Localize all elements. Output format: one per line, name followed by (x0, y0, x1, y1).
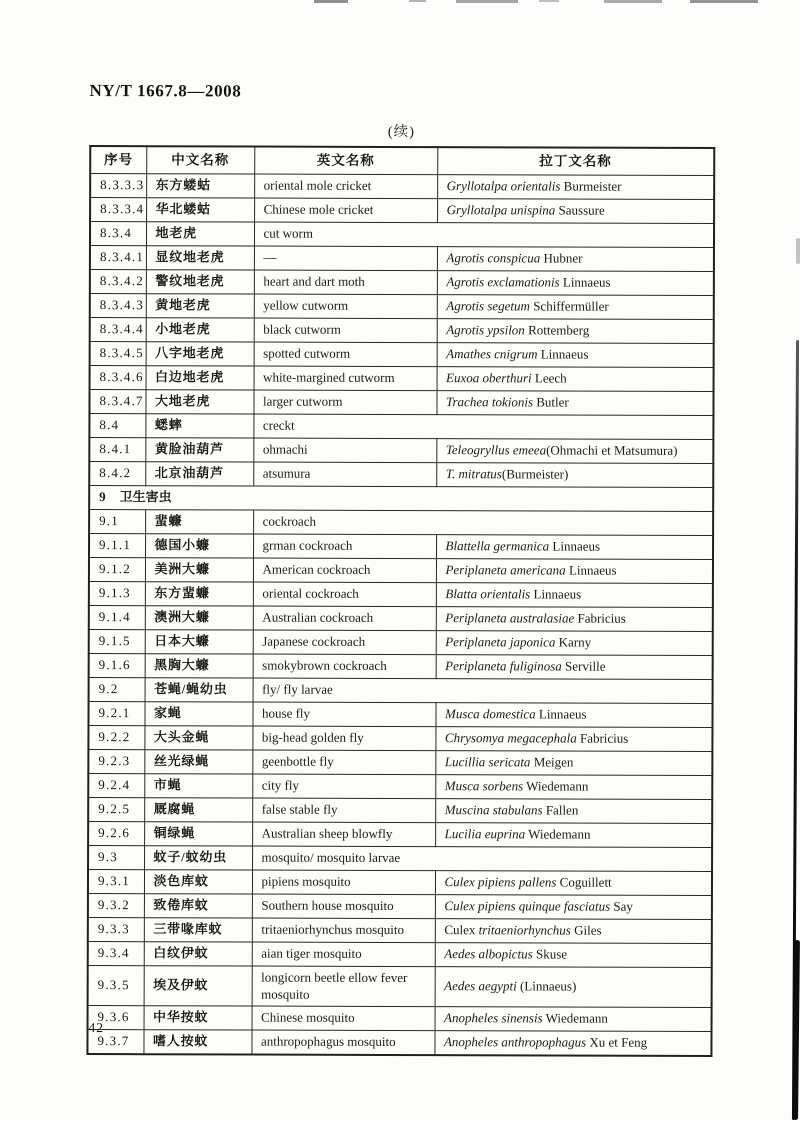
cell-latin-name (436, 559, 713, 584)
cell-chinese-name: 东方蜚蠊 (145, 582, 253, 606)
cell-english-name: Chinese mole cricket (254, 198, 437, 223)
latin-author-text: Butler (533, 395, 569, 410)
table-row (90, 342, 714, 368)
latin-author-text: Say (610, 899, 633, 914)
latin-species-italic: Muscina stabulans (445, 803, 543, 818)
cell-chinese-name: 日本大蠊 (145, 630, 253, 654)
latin-species-italic: Lucilia euprina (445, 827, 526, 842)
latin-author-text: (Burmeister) (502, 467, 568, 482)
cell-english-name: cut worm (254, 222, 714, 247)
cell-latin-name (436, 607, 713, 632)
cell-english-name: Australian sheep blowfly (252, 822, 435, 847)
cell-latin-name (435, 1007, 712, 1032)
cell-latin-name (437, 271, 714, 296)
latin-species-italic: tritaeniorhynchus (479, 923, 571, 938)
column-header-3: 拉丁文名称 (437, 147, 714, 175)
cell-latin-name (435, 967, 712, 1008)
cell-chinese-name: 三带喙库蚊 (144, 918, 252, 942)
section-row-cell (89, 486, 713, 512)
latin-author-text: Fallen (543, 803, 579, 818)
cell-latin-name (436, 655, 713, 680)
cell-english-name: city fly (252, 774, 435, 799)
cell-english-name: house fly (252, 702, 435, 727)
cell-number: 8.3.3.4 (90, 198, 146, 222)
cell-number: 9.2 (89, 678, 145, 702)
cell-latin-name (435, 751, 712, 776)
table-row (88, 846, 712, 872)
cell-latin-name (435, 871, 712, 896)
cell-chinese-name: 蜚蠊 (145, 510, 253, 534)
latin-species-italic: Periplaneta japonica (445, 635, 555, 650)
cell-english-name: fly/ fly larvae (253, 678, 713, 703)
cell-english-name: big-head golden fly (252, 726, 435, 751)
cell-chinese-name: 德国小蠊 (145, 534, 253, 558)
cell-english-name: pipiens mosquito (252, 870, 435, 895)
latin-author-text: Skuse (533, 947, 567, 962)
cell-latin-name (436, 391, 713, 416)
cell-latin-name (436, 631, 713, 656)
cell-english-name: aian tiger mosquito (252, 942, 435, 967)
cell-english-name: Chinese mosquito (252, 1006, 435, 1031)
cell-number: 8.3.4.4 (90, 318, 146, 342)
cell-english-name: larger cutworm (253, 390, 436, 415)
table-row (88, 750, 712, 776)
cell-number: 9.2.5 (88, 798, 144, 822)
table-row (88, 798, 712, 824)
cell-chinese-name: 埃及伊蚊 (144, 966, 252, 1006)
cell-english-name: black cutworm (254, 318, 437, 343)
latin-species-italic: Periplaneta americana (445, 563, 565, 578)
cell-english-name: smokybrown cockroach (253, 654, 436, 679)
latin-author-text: Xu et Feng (586, 1035, 647, 1050)
cell-chinese-name: 警纹地老虎 (146, 270, 254, 294)
cell-chinese-name: 苍蝇/蝇幼虫 (145, 678, 253, 702)
table-row (88, 966, 712, 1008)
cell-english-name: ohmachi (253, 438, 436, 463)
table-row (88, 870, 712, 896)
table-row (88, 822, 712, 848)
latin-author-text: Linnaeus (530, 587, 581, 602)
cell-latin-name (437, 367, 714, 392)
cell-number: 8.4.2 (89, 462, 145, 486)
cell-english-name: Australian cockroach (253, 606, 436, 631)
cell-number: 8.3.4.6 (90, 366, 146, 390)
cell-number: 8.4.1 (89, 438, 145, 462)
table-row (90, 270, 714, 296)
table-row (88, 774, 712, 800)
cell-chinese-name: 东方蝼蛄 (146, 174, 254, 198)
latin-species-italic: Anopheles anthropophagus (444, 1035, 586, 1050)
table-row (90, 366, 714, 392)
latin-species-italic: Lucillia sericata (445, 755, 531, 770)
latin-species-italic: Culex pipiens pallens (444, 875, 556, 890)
latin-author-text: Linnaeus (536, 707, 587, 722)
cell-number: 9.1.2 (89, 558, 145, 582)
cell-number: 9.3.6 (88, 1006, 144, 1030)
cell-english-name: Southern house mosquito (252, 894, 435, 919)
cell-latin-name (436, 463, 713, 488)
cell-latin-name (437, 199, 714, 224)
latin-species-italic: Trachea tokionis (446, 395, 533, 410)
header-row (90, 146, 714, 175)
latin-author-text: Wiedemann (525, 827, 590, 842)
cell-english-name: geenbottle fly (252, 750, 435, 775)
cell-latin-name (437, 295, 714, 320)
latin-species-italic: Periplaneta australasiae (445, 611, 574, 626)
latin-author-text: Leech (532, 371, 567, 386)
table-row (89, 486, 713, 512)
cell-latin-name (437, 343, 714, 368)
latin-species-italic: Euxoa oberthuri (446, 371, 532, 386)
latin-author-text: Rottemberg (525, 323, 589, 338)
cell-english-name: heart and dart moth (254, 270, 437, 295)
table-row (90, 174, 714, 200)
latin-species-italic: Musca domestica (445, 707, 536, 722)
cell-number: 9.2.2 (88, 726, 144, 750)
cell-latin-name (435, 775, 712, 800)
latin-species-italic: Agrotis exclamationis (446, 275, 559, 290)
cell-chinese-name: 铜绿蝇 (144, 822, 252, 846)
table-row (89, 558, 713, 584)
cell-chinese-name: 美洲大蠊 (145, 558, 253, 582)
column-header-1: 中文名称 (146, 146, 254, 174)
latin-author-text: Meigen (530, 755, 573, 770)
latin-species-italic: Culex pipiens quinque fasciatus (444, 899, 610, 915)
scan-artifact-top-4 (539, 0, 559, 2)
section-number: 9 (99, 489, 106, 504)
scan-artifact-top-6 (690, 0, 758, 3)
latin-author-text: Linnaeus (560, 275, 611, 290)
cell-number: 9.1.3 (89, 582, 145, 606)
cell-latin-name (435, 727, 712, 752)
scan-artifact-top-2 (409, 0, 426, 2)
cell-chinese-name: 家蝇 (144, 702, 252, 726)
cell-english-name: yellow cutworm (254, 294, 437, 319)
latin-author-text: Fabricius (577, 731, 629, 746)
latin-species-italic: Periplaneta fuliginosa (445, 659, 562, 674)
latin-species-italic: Teleogryllus emeea (446, 443, 546, 458)
table-row (88, 894, 712, 920)
cell-latin-name (437, 319, 714, 344)
scan-artifact-top-3 (456, 0, 518, 3)
cell-number: 9.3.1 (88, 870, 144, 894)
column-header-0: 序号 (90, 146, 146, 174)
table-row (89, 582, 713, 608)
latin-author-text: Karny (555, 635, 591, 650)
latin-author-text: Culex (444, 923, 478, 938)
cell-number: 9.3.3 (88, 918, 144, 942)
table-row (89, 510, 713, 536)
latin-species-italic: Gryllotalpa unispina (447, 203, 556, 218)
cell-chinese-name: 市蝇 (144, 774, 252, 798)
table-row (90, 318, 714, 344)
cell-english-name: longicorn beetle ellow fever mosquito (252, 966, 435, 1007)
table-row (89, 630, 713, 656)
latin-author-text: Giles (571, 923, 602, 938)
cell-latin-name (437, 175, 714, 200)
cell-number: 9.3.2 (88, 894, 144, 918)
cell-english-name: atsumura (253, 462, 436, 487)
cell-number: 9.2.4 (88, 774, 144, 798)
cell-chinese-name: 厩腐蝇 (144, 798, 252, 822)
cell-chinese-name: 显纹地老虎 (146, 246, 254, 270)
table-row (89, 654, 713, 680)
cell-chinese-name: 黄地老虎 (146, 294, 254, 318)
cell-chinese-name: 大头金蝇 (144, 726, 252, 750)
latin-author-text: Wiedemann (523, 779, 588, 794)
cell-chinese-name: 黄脸油葫芦 (145, 438, 253, 462)
cell-number: 9.2.6 (88, 822, 144, 846)
table-row (90, 294, 714, 320)
latin-species-italic: Blatta orientalis (445, 587, 530, 602)
latin-species-italic: Musca sorbens (445, 779, 523, 794)
cell-number: 9.3.7 (87, 1030, 143, 1055)
table-row (88, 1006, 712, 1032)
latin-species-italic: Anopheles sinensis (444, 1011, 543, 1026)
cell-number: 8.3.4.1 (90, 246, 146, 270)
latin-author-text: Wiedemann (543, 1011, 608, 1026)
page-number: 42 (89, 1020, 105, 1036)
latin-species-italic: Agrotis segetum (446, 299, 530, 314)
table-row (88, 918, 712, 944)
cell-number: 9.2.1 (88, 702, 144, 726)
cell-english-name: cockroach (253, 510, 713, 535)
cell-number: 9.1 (89, 510, 145, 534)
cell-number: 9.2.3 (88, 750, 144, 774)
table-row (89, 438, 713, 464)
cell-latin-name (436, 583, 713, 608)
cell-number: 9.3.4 (88, 942, 144, 966)
cell-chinese-name: 蚊子/蚊幼虫 (144, 846, 252, 870)
section-label: 卫生害虫 (120, 489, 172, 504)
table-row (87, 1030, 711, 1056)
table-row (88, 942, 712, 968)
cell-english-name: mosquito/ mosquito larvae (252, 846, 712, 871)
cell-english-name: tritaeniorhynchus mosquito (252, 918, 435, 943)
cell-english-name: white-margined cutworm (254, 366, 437, 391)
cell-chinese-name: 澳洲大蠊 (145, 606, 253, 630)
latin-author-text: Burmeister (560, 179, 621, 194)
cell-chinese-name: 北京油葫芦 (145, 462, 253, 486)
latin-author-text: Coguillett (556, 875, 611, 890)
cell-number: 9.1.6 (89, 654, 145, 678)
cell-latin-name (435, 943, 712, 968)
latin-author-text: Linnaeus (566, 563, 617, 578)
table-row (90, 222, 714, 248)
continued-marker: (续) (89, 119, 713, 142)
cell-chinese-name: 蟋蟀 (145, 414, 253, 438)
cell-chinese-name: 嗜人按蚊 (143, 1030, 251, 1055)
cell-english-name: false stable fly (252, 798, 435, 823)
cell-number: 9.3.5 (88, 966, 144, 1006)
cell-latin-name (435, 703, 712, 728)
latin-author-text: (Ohmachi et Matsumura) (546, 443, 677, 458)
scan-artifact-top-5 (604, 0, 662, 3)
scan-artifact-right-smudge (796, 238, 800, 264)
table-row (89, 390, 713, 416)
latin-species-italic: Agrotis conspicua (446, 251, 540, 266)
cell-latin-name (436, 535, 713, 560)
cell-number: 8.4 (89, 414, 145, 438)
table-row (89, 678, 713, 704)
cell-chinese-name: 中华按蚊 (144, 1006, 252, 1030)
latin-author-text: Fabricius (574, 611, 626, 626)
cell-chinese-name: 地老虎 (146, 222, 254, 246)
cell-number: 8.3.3.3 (90, 174, 146, 198)
table-header (90, 146, 714, 175)
cell-chinese-name: 华北蝼蛄 (146, 198, 254, 222)
latin-species-italic: Aedes albopictus (444, 947, 533, 962)
scan-artifact-right-edge-bottom (793, 940, 800, 1120)
cell-chinese-name: 丝光绿蝇 (144, 750, 252, 774)
cell-number: 9.1.5 (89, 630, 145, 654)
cell-chinese-name: 八字地老虎 (146, 342, 254, 366)
latin-author-text: Linnaeus (537, 347, 588, 362)
scan-artifact-top-1 (314, 0, 348, 3)
latin-species-italic: Agrotis ypsilon (446, 323, 525, 338)
cell-number: 8.3.4.3 (90, 294, 146, 318)
latin-author-text: (Linnaeus) (517, 979, 577, 994)
latin-author-text: Hubner (540, 251, 582, 266)
latin-species-italic: Chrysomya megacephala (445, 731, 577, 746)
table-row (88, 702, 712, 728)
latin-author-text: Saussure (555, 203, 605, 218)
species-table (86, 145, 715, 1057)
cell-english-name: spotted cutworm (254, 342, 437, 367)
cell-number: 8.3.4.7 (89, 390, 145, 414)
cell-english-name: anthropophagus mosquito (251, 1030, 434, 1055)
table-row (89, 462, 713, 488)
cell-latin-name (435, 895, 712, 920)
cell-chinese-name: 白边地老虎 (146, 366, 254, 390)
cell-chinese-name: 致倦库蚊 (144, 894, 252, 918)
document-code: NY/T 1667.8—2008 (89, 81, 241, 101)
latin-species-italic: Amathes cnigrum (446, 347, 537, 362)
latin-author-text: Linnaeus (549, 539, 600, 554)
cell-latin-name (437, 247, 714, 272)
column-header-2: 英文名称 (254, 147, 437, 175)
cell-latin-name (435, 919, 712, 944)
cell-english-name: American cockroach (253, 558, 436, 583)
cell-english-name: oriental cockroach (253, 582, 436, 607)
cell-chinese-name: 黑胸大蠊 (145, 654, 253, 678)
cell-latin-name (435, 799, 712, 824)
table-row (89, 414, 713, 440)
latin-author-text: Serville (562, 659, 606, 674)
cell-number: 8.3.4.5 (90, 342, 146, 366)
cell-chinese-name: 白纹伊蚊 (144, 942, 252, 966)
cell-english-name: oriental mole cricket (254, 174, 437, 199)
cell-number: 9.3 (88, 846, 144, 870)
cell-latin-name (434, 1031, 711, 1056)
latin-species-italic: Blattella germanica (446, 539, 550, 554)
cell-english-name: creckt (253, 414, 713, 439)
cell-number: 8.3.4.2 (90, 270, 146, 294)
cell-english-name: — (254, 246, 437, 271)
table-row (88, 726, 712, 752)
latin-species-italic: T. mitratus (446, 467, 502, 482)
cell-number: 9.1.1 (89, 534, 145, 558)
cell-number: 8.3.4 (90, 222, 146, 246)
cell-latin-name (435, 823, 712, 848)
table-row (89, 534, 713, 560)
cell-number: 9.1.4 (89, 606, 145, 630)
cell-latin-name (436, 439, 713, 464)
table-body (87, 174, 714, 1056)
latin-species-italic: Gryllotalpa orientalis (447, 179, 561, 194)
cell-english-name: Japanese cockroach (253, 630, 436, 655)
cell-english-name: grman cockroach (253, 534, 436, 559)
cell-chinese-name: 小地老虎 (146, 318, 254, 342)
table-row (90, 198, 714, 224)
cell-chinese-name: 淡色库蚊 (144, 870, 252, 894)
table-row (90, 246, 714, 272)
cell-chinese-name: 大地老虎 (145, 390, 253, 414)
latin-species-italic: Aedes aegypti (444, 979, 517, 994)
table-row (89, 606, 713, 632)
latin-author-text: Schiffermüller (530, 299, 609, 314)
